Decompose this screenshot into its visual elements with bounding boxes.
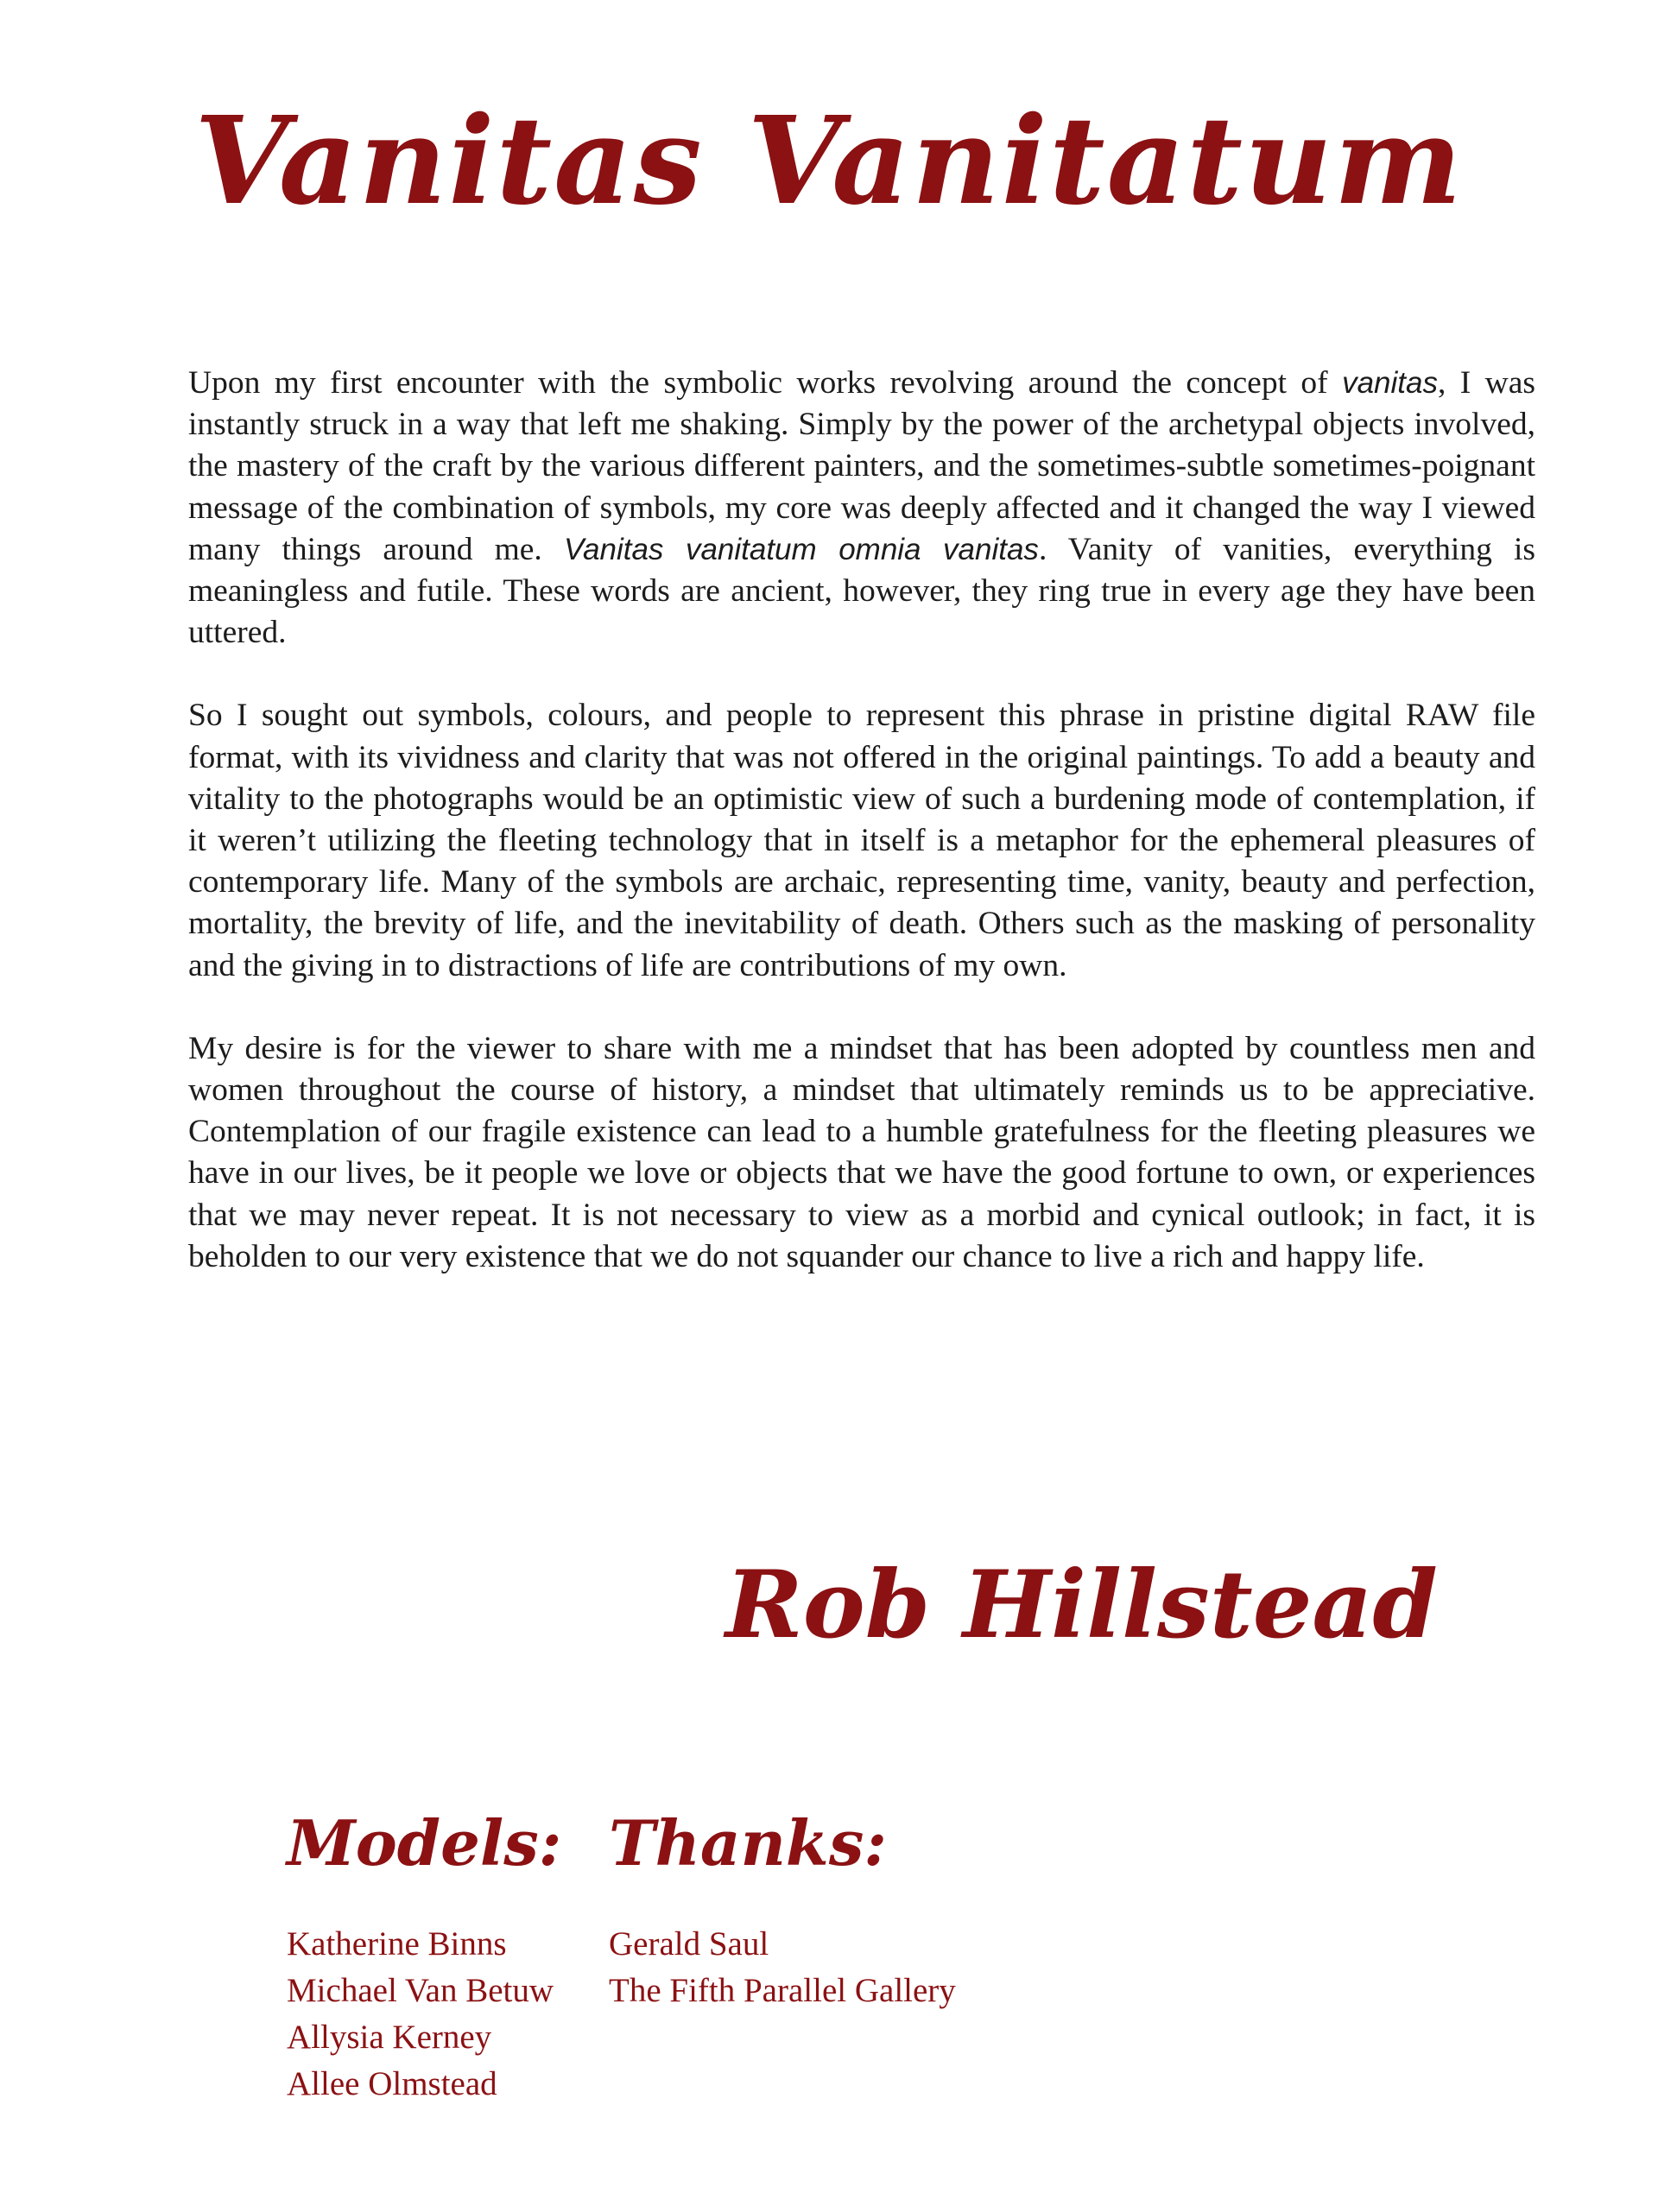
thanks-heading: Thanks: xyxy=(609,1806,887,1880)
text-run: So I sought out symbols, colours, and people to represent this phrase in pristine digital RAW file format, with its vividness and clarity that was not offered in the original paintings. To add a beauty and vitality to the photographs would be an optimistic view of such a burdening mode of contemplation, if it weren’t utilizing the fleeting technology that in itself is a metaphor for the ephemeral pleasures of contemporary life. Many of the symbols are archaic, representing time, vanity, beauty and perfection, mortality, the brevity of life, and the inevitability of death. Others such as the masking of personality and the giving in to distractions of life are contributions of my own. xyxy=(188,698,1535,983)
model-name: Allysia Kerney xyxy=(287,2019,492,2056)
paragraph-1 xyxy=(188,363,1535,654)
text-run: My desire is for the viewer to share with me a mindset that has been adopted by countless men and women throughout the course of history, a mindset that ultimately reminds us to be appreciative. Contemplation of our fragile existence can lead to a humble gratefulness for the fleeting pleasures we have in our lives, be it people we love or objects that we have the good fortune to own, or experiences that we may never repeat. It is not necessary to view as a morbid and cynical outlook; in fact, it is beholden to our very existence that we do not squander our chance to live a rich and happy life. xyxy=(188,1030,1535,1274)
text-run: Upon my first encounter with the symbolic works revolving around the concept of xyxy=(188,365,1343,401)
artist-statement xyxy=(188,363,1535,1319)
thanks-name: Gerald Saul xyxy=(609,1925,769,1962)
text-run: , I was instantly struck in a way that left me shaking. Simply by the power of the archetypal objects involved, the mastery of the craft by the various different painters, and the sometimes-subtle sometimes-poignant message of the combination of symbols, my core was deeply affected and it changed the way I viewed many things around me. xyxy=(188,365,1536,567)
paragraph-2 xyxy=(188,695,1535,986)
italic-term-vanitas: vanitas xyxy=(1342,366,1438,400)
model-name: Michael Van Betuw xyxy=(287,1972,554,2009)
models-list xyxy=(287,1921,554,2108)
italic-latin-phrase: Vanitas vanitatum omnia vanitas xyxy=(563,532,1039,566)
models-heading: Models: xyxy=(287,1806,562,1880)
model-name: Katherine Binns xyxy=(287,1925,507,1962)
text-run: . Vanity of vanities, everything is meaningless and futile. These words are ancient, however, they ring true in every age they have been uttered. xyxy=(188,531,1535,651)
thanks-name: The Fifth Parallel Gallery xyxy=(609,1972,956,2009)
model-name: Allee Olmstead xyxy=(287,2065,497,2102)
thanks-list xyxy=(609,1921,956,2014)
document-title: Vanitas Vanitatum xyxy=(194,91,1464,232)
paragraph-3 xyxy=(188,1028,1535,1278)
author-signature: Rob Hillstead xyxy=(725,1551,1438,1659)
